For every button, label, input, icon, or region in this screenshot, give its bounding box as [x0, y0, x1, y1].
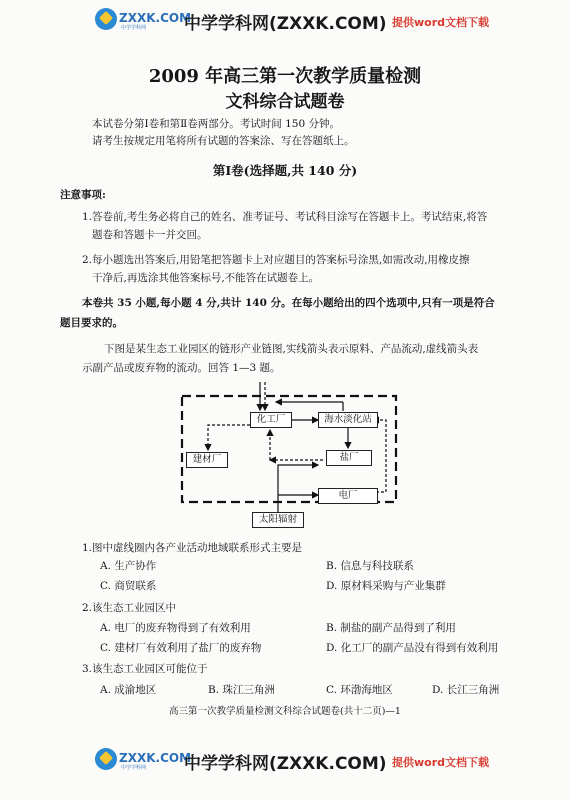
node-solar-radiation: 太阳辐射 [252, 512, 304, 528]
download-link-bottom[interactable]: 提供word文档下载 [392, 756, 490, 769]
node-power-plant: 电厂 [318, 488, 378, 504]
q2-option-b: B. 制盐的副产品得到了利用 [326, 622, 456, 634]
section-title: 第Ⅰ卷(选择题,共 140 分) [212, 163, 358, 178]
rule-line-1: 本卷共 35 小题,每小题 4 分,共计 140 分。在每小题给出的四个选项中,只有一项是符合 [82, 297, 495, 309]
q1-option-a: A. 生产协作 [100, 560, 157, 572]
industry-chain-diagram [168, 380, 408, 528]
rule-line-2: 题目要求的。 [60, 317, 123, 329]
question-3-stem: 3.该生态工业园区可能位于 [82, 663, 208, 675]
intro-line-2: 请考生按规定用笔将所有试题的答案涂、写在答题纸上。 [92, 135, 355, 147]
notice-item-2: 2.每小题选出答案后,用铅笔把答题卡上对应题目的答案标号涂黑,如需改动,用橡皮擦 [82, 254, 470, 266]
stem-line-2: 示副产品或废弃物的流动。回答 1—3 题。 [82, 362, 281, 374]
notice-item-1: 1.答卷前,考生务必将自己的姓名、准考证号、考试科目涂写在答题卡上。考试结束,将答 [82, 211, 488, 223]
q2-option-d: D. 化工厂的副产品没有得到有效利用 [326, 642, 499, 654]
top-banner [0, 2, 570, 36]
exam-subtitle: 文科综合试题卷 [225, 92, 345, 112]
node-chemical-plant: 化工厂 [250, 412, 292, 428]
logo-badge-icon [95, 8, 117, 30]
q1-option-d: D. 原材料采购与产业集群 [326, 580, 446, 592]
node-salt-plant: 盐厂 [326, 450, 372, 466]
q1-option-b: B. 信息与科技联系 [326, 560, 414, 572]
question-1-stem: 1.图中虚线圈内各产业活动地域联系形式主要是 [82, 542, 303, 554]
node-desalination: 海水淡化站 [318, 412, 378, 428]
notice-item-1-cont: 题卷和答题卡一并交回。 [92, 229, 208, 241]
download-link[interactable]: 提供word文档下载 [392, 16, 490, 29]
q2-option-c: C. 建材厂有效利用了盐厂的废弃物 [100, 642, 262, 654]
site-title-bottom[interactable]: 中学学科网(ZXXK.COM) [184, 754, 387, 774]
q3-option-c: C. 环渤海地区 [326, 684, 393, 696]
q3-option-a: A. 成渝地区 [100, 684, 157, 696]
q2-option-a: A. 电厂的废弃物得到了有效利用 [100, 622, 251, 634]
logo-badge-icon [95, 748, 117, 770]
site-title[interactable]: 中学学科网(ZXXK.COM) [184, 14, 387, 34]
node-building-materials: 建材厂 [186, 452, 228, 468]
q3-option-d: D. 长江三角洲 [432, 684, 500, 696]
page-footer: 高三第一次教学质量检测文科综合试题卷(共十二页)—1 [169, 706, 401, 717]
bottom-banner [0, 742, 570, 776]
stem-line-1: 下图是某生态工业园区的链形产业链图,实线箭头表示原料、产品流动,虚线箭头表 [104, 343, 479, 355]
notice-heading: 注意事项: [60, 189, 106, 201]
intro-line-1: 本试卷分第Ⅰ卷和第Ⅱ卷两部分。考试时间 150 分钟。 [92, 118, 341, 130]
question-2-stem: 2.该生态工业园区中 [82, 602, 177, 614]
exam-title: 2009 年高三第一次教学质量检测 [148, 66, 422, 87]
site-logo-bottom[interactable]: ZXXK.COM 中学学科网 [95, 748, 170, 770]
notice-item-2-cont: 干净后,再选涂其他答案标号,不能答在试题卷上。 [92, 272, 320, 284]
site-logo[interactable]: ZXXK.COM 中学学科网 [95, 8, 170, 30]
q3-option-b: B. 珠江三角洲 [208, 684, 275, 696]
q1-option-c: C. 商贸联系 [100, 580, 157, 592]
